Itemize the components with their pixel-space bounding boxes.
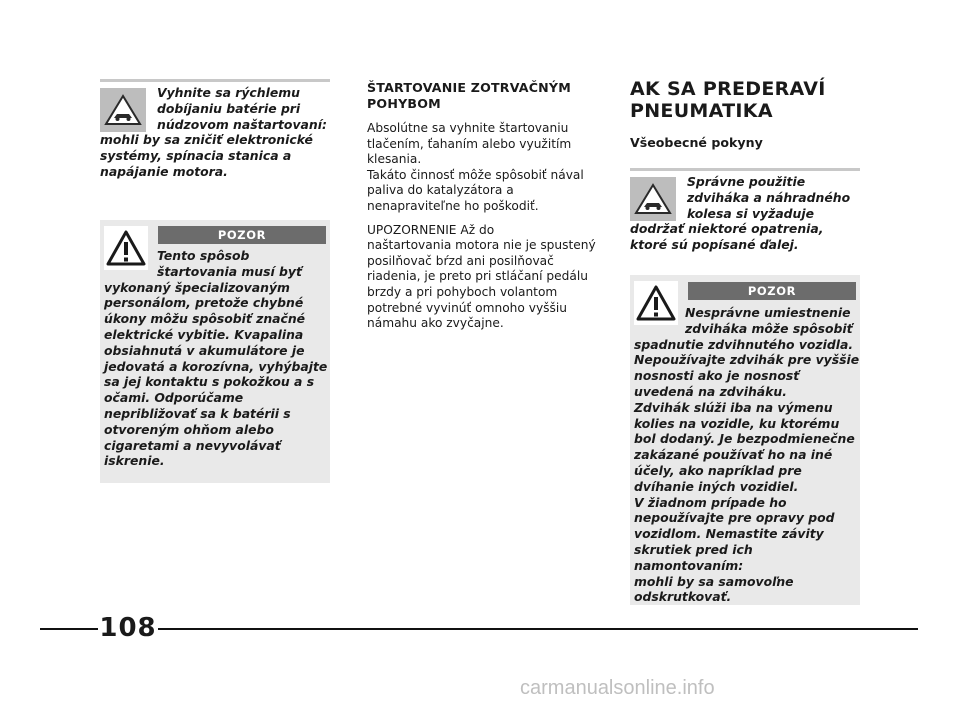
text-line: Tento spôsob [157, 248, 250, 263]
text-line: dvíhanie iných vozidiel. [634, 478, 799, 494]
text-line: klesania. [367, 152, 422, 167]
warning-text-battery [104, 248, 328, 469]
text-line: napájanie motora. [100, 163, 228, 179]
paragraph [367, 223, 607, 332]
text-line: úkony môžu spôsobiť značné [104, 311, 306, 327]
paragraph [367, 121, 607, 215]
jack-note [630, 168, 860, 263]
text-line: paliva do katalyzátora a [367, 183, 514, 198]
pozor-label: POZOR [688, 282, 856, 300]
text-line: bol dodaný. Je bezpodmienečne [634, 431, 855, 447]
text-line: nenapraviteľne ho poškodiť. [367, 198, 539, 213]
text-line: riadenia, je preto pri stláčaní pedálu [367, 269, 588, 284]
subtitle-general-instructions: Všeobecné pokyny [630, 135, 763, 150]
text-line: spadnutie zdvihnutého vozidla. [634, 336, 854, 352]
text-line: vozidlom. Nemastite závity [634, 526, 824, 542]
text-line: nepoužívajte pre opravy pod [634, 510, 835, 526]
text-line: uvedená na zdviháku. [634, 383, 787, 399]
battery-note-text [100, 85, 330, 180]
inertia-start-body [367, 121, 607, 340]
text-line: jedovatá a korozívna, vyhýbajte [104, 358, 328, 374]
text-line: dodržať niektoré opatrenia, [630, 221, 824, 237]
title-line: PNEUMATIKA [630, 100, 773, 122]
jack-note-text [630, 174, 860, 253]
warning-text-jack [634, 305, 860, 605]
text-line: mohli by sa samovoľne [634, 573, 794, 589]
text-line: systémy, spínacia stanica a [100, 148, 292, 164]
text-line: brzdy a pri pohyboch volantom [367, 284, 558, 299]
text-line: obsiahnutá v akumulátore je [104, 342, 305, 358]
page-number: 108 [99, 613, 157, 643]
jack-note-rule [630, 168, 860, 171]
footer-rule-left [40, 628, 100, 630]
text-line: otvoreným ohňom alebo [104, 421, 274, 437]
text-line: naštartovania motora nie je spustený [367, 238, 596, 253]
text-line: Nesprávne umiestnenie [685, 305, 851, 320]
text-line: Zdvihák slúži iba na výmenu [634, 399, 833, 415]
text-line: štartovania musí byť [157, 263, 302, 279]
text-line: očami. Odporúčame [104, 390, 244, 406]
text-line: nosnosti ako je nosnosť [634, 368, 800, 384]
text-line: Absolútne sa vyhnite štartovaniu [367, 121, 569, 135]
warning-panel-battery [100, 220, 330, 483]
watermark: carmanualsonline.info [520, 677, 715, 699]
text-line: kolesa si vyžaduje [687, 205, 815, 221]
text-line: Takáto činnosť môže spôsobiť nával [367, 167, 584, 182]
text-line: UPOZORNENIE Až do [367, 222, 495, 237]
text-line: zakázané používať ho na iné [634, 447, 833, 463]
title-line: AK SA PREDERAVÍ [630, 78, 826, 100]
text-line: sa jej kontaktu s pokožkou a s [104, 374, 315, 390]
text-line: tlačením, ťahaním alebo využitím [367, 136, 572, 151]
text-line: námahu ako zvyčajne. [367, 316, 504, 331]
text-line: Správne použitie [687, 174, 806, 189]
pozor-label: POZOR [158, 226, 326, 244]
text-line: zdviháka a náhradného [687, 189, 851, 205]
text-line: Vyhnite sa rýchlemu [157, 85, 300, 100]
heading-line: ŠTARTOVANIE ZOTRVAČNÝM [367, 80, 571, 95]
text-line: vykonaný špecializovaným [104, 279, 290, 295]
text-line: účely, ako napríklad pre [634, 462, 802, 478]
text-line: skrutiek pred ich namontovaním: [634, 541, 753, 573]
text-line: Nepoužívajte zdvihák pre vyššie [634, 352, 860, 368]
text-line: potrebné vyvinúť omnoho vyššiu [367, 300, 567, 315]
text-line: nepribližovať sa k batérii s [104, 405, 291, 421]
text-line: odskrutkovať. [634, 589, 732, 605]
heading-line: POHYBOM [367, 96, 441, 111]
text-line: zdviháka môže spôsobiť [685, 320, 853, 336]
battery-note-rule [100, 79, 330, 82]
warning-panel-jack [630, 275, 860, 605]
footer-rule-right [156, 628, 918, 630]
text-line: V žiadnom prípade ho [634, 494, 787, 510]
section-heading-inertia-start [367, 80, 607, 112]
text-line: ktoré sú popísané ďalej. [630, 237, 799, 253]
text-line: elektrické vybitie. Kvapalina [104, 326, 304, 342]
text-line: personálom, pretože chybné [104, 295, 304, 311]
text-line: núdzovom naštartovaní: [157, 116, 327, 132]
text-line: iskrenie. [104, 453, 165, 469]
section-title-flat-tire [630, 78, 870, 122]
text-line: cigaretami a nevyvolávať [104, 437, 281, 453]
text-line: kolies na vozidle, ku ktorému [634, 415, 840, 431]
text-line: dobíjaniu batérie pri [157, 100, 301, 116]
text-line: posilňovač bŕzd ani posilňovač [367, 253, 554, 268]
text-line: mohli by sa zničiť elektronické [100, 132, 313, 148]
battery-note [100, 79, 330, 189]
